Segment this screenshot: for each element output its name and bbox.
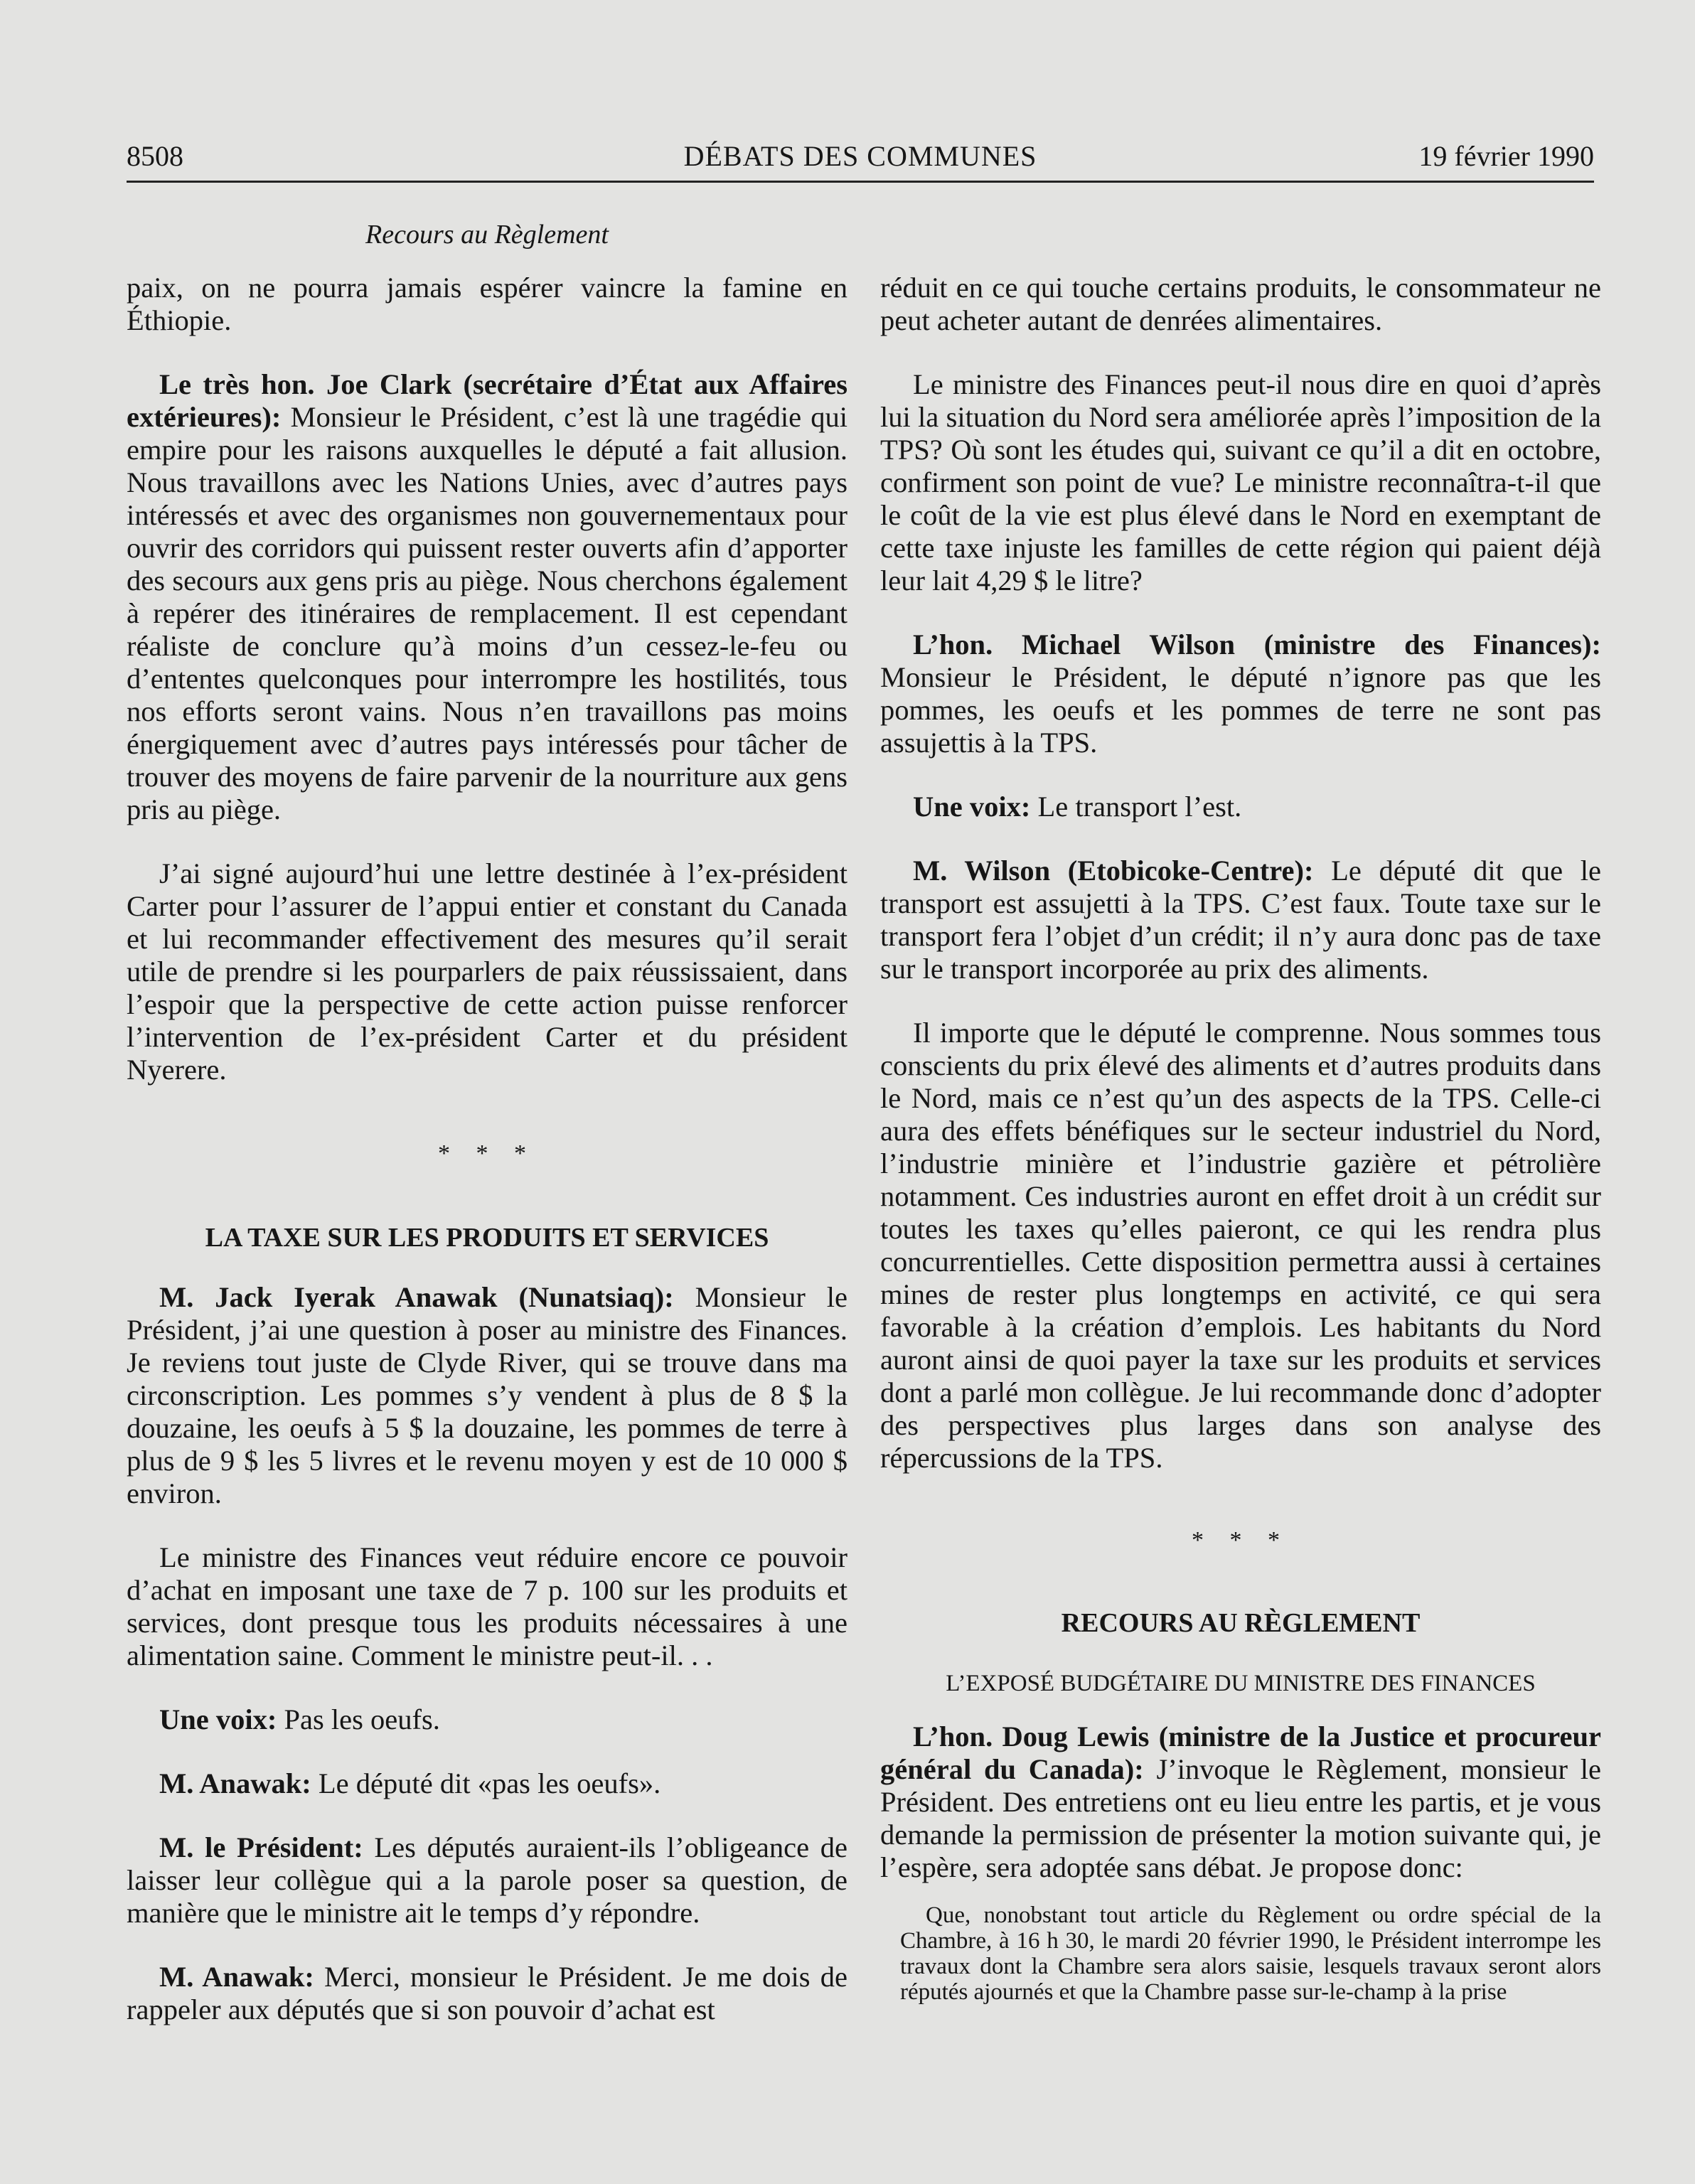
header-rule xyxy=(127,181,1594,183)
speech-text: Le député dit «pas les oeufs». xyxy=(311,1767,661,1799)
right-column xyxy=(880,272,1601,2005)
speech-paragraph xyxy=(880,791,1601,823)
speech-text: Le transport l’est. xyxy=(1030,791,1242,823)
left-column xyxy=(127,272,848,2026)
speech-text: Le député dit que le transport est assujetti à la TPS. C’est faux. Toute taxe sur le transport fera l’objet d’un crédit; il n’y aura donc pas de taxe sur le transport incorporée au prix des aliments. xyxy=(880,855,1601,985)
speech-text: J’invoque le Règlement, monsieur le Président. Des entretiens ont eu lieu entre les partis, et je vous demande la permission de présenter la motion suivante qui, je l’espère, sera adoptée sans débat. Je propose donc: xyxy=(880,1753,1602,1883)
speech-paragraph xyxy=(127,1281,848,1510)
speech-paragraph xyxy=(880,628,1601,759)
speech-paragraph xyxy=(880,1720,1601,1884)
speech-paragraph xyxy=(127,1767,848,1800)
speech-text: Monsieur le Président, j’ai une question à poser au ministre des Finances. Je reviens tout juste de Clyde River, qui se trouve dans ma circonscription. Les pommes s’y vendent à plus de 8 $ la douzaine, les oeufs à 5 $ la douzaine, les pommes de terre à plus de 9 $ les 5 livres et le revenu moyen y est de 10 000 $ environ. xyxy=(127,1281,848,1509)
speaker-name: M. le Président: xyxy=(159,1831,363,1863)
speech-text: Monsieur le Président, c’est là une tragédie qui empire pour les raisons auxquelles le député a fait allusion. Nous travaillons avec les Nations Unies, avec d’autres pays intéressés et avec des organismes non gouvernementaux pour ouvrir des corridors qui puissent rester ouverts afin d’apporter des secours aux gens pris au piège. Nous cherchons également à repérer des itinéraires de remplacement. Il est cependant réaliste de conclure qu’à moins d’un cessez-le-feu ou d’ententes quelconques pour interrompre les hostilités, tous nos efforts seront vains. Nous n’en travaillons pas moins énergiquement avec d’autres pays intéressés pour tâcher de trouver des moyens de faire parvenir de la nourriture aux gens pris au piège. xyxy=(127,401,848,825)
speech-paragraph xyxy=(127,368,848,826)
speech-text: Merci, monsieur le Président. Je me dois de rappeler aux députés que si son pouvoir d’achat est xyxy=(127,1961,848,2025)
paragraph: J’ai signé aujourd’hui une lettre destinée à l’ex-président Carter pour l’assurer de l’appui entier et constant du Canada et lui recommander effectivement des mesures qu’il serait utile de prendre si les pourparlers de paix réussissaient, dans l’espoir que la perspective de cette action puisse renforcer l’intervention de l’ex-président Carter et du président Nyerere. xyxy=(127,857,848,1086)
speech-text: Monsieur le Président, le député n’ignore pas que les pommes, les oeufs et les pommes de terre ne sont pas assujettis à la TPS. xyxy=(880,661,1601,759)
speaker-name: L’hon. Michael Wilson (ministre des Finances): xyxy=(913,628,1601,660)
speaker-name: Une voix: xyxy=(159,1703,277,1735)
section-title: RECOURS AU RÈGLEMENT xyxy=(1061,1608,1421,1638)
speech-paragraph xyxy=(127,1831,848,1929)
speaker-name: Une voix: xyxy=(913,791,1031,823)
page-date: 19 février 1990 xyxy=(1418,140,1594,172)
page-number: 8508 xyxy=(127,140,183,172)
paragraph: paix, on ne pourra jamais espérer vaincre la famine en Éthiopie. xyxy=(127,272,848,336)
speaker-name: M. Anawak: xyxy=(159,1961,314,1993)
speech-paragraph xyxy=(127,1961,848,2026)
section-subtitle: L’EXPOSÉ BUDGÉTAIRE DU MINISTRE DES FINANCES xyxy=(946,1671,1536,1696)
speaker-name: M. Jack Iyerak Anawak (Nunatsiaq): xyxy=(159,1281,674,1313)
section-separator: * * * xyxy=(438,1140,536,1167)
speaker-name: M. Anawak: xyxy=(159,1767,311,1799)
running-subheader: Recours au Règlement xyxy=(365,220,609,250)
speaker-name: Le très hon. Joe Clark (secrétaire d’État aux Affaires extérieures): xyxy=(127,368,848,433)
page-header xyxy=(127,139,1594,179)
section-title: LA TAXE SUR LES PRODUITS ET SERVICES xyxy=(205,1223,769,1253)
section-separator: * * * xyxy=(1192,1527,1290,1553)
speaker-name: L’hon. Doug Lewis (ministre de la Justice et procureur général du Canada): xyxy=(880,1720,1601,1785)
publication-title: DÉBATS DES COMMUNES xyxy=(683,140,1037,172)
speech-paragraph xyxy=(127,1703,848,1736)
paragraph: réduit en ce qui touche certains produits, le consommateur ne peut acheter autant de denrées alimentaires. xyxy=(880,272,1601,336)
speech-paragraph xyxy=(880,855,1601,985)
speaker-name: M. Wilson (Etobicoke-Centre): xyxy=(913,855,1314,887)
motion-quote: Que, nonobstant tout article du Règlement ou ordre spécial de la Chambre, à 16 h 30, le mardi 20 février 1990, le Président interrompe les travaux dont la Chambre sera alors saisie, lesquels travaux seront alors réputés ajournés et que la Chambre passe sur-le-champ à la prise xyxy=(900,1902,1601,2005)
paragraph: Le ministre des Finances veut réduire encore ce pouvoir d’achat en imposant une taxe de 7 p. 100 sur les produits et services, dont presque tous les produits nécessaires à une alimentation saine. Comment le ministre peut-il. . . xyxy=(127,1541,848,1671)
paragraph: Le ministre des Finances peut-il nous dire en quoi d’après lui la situation du Nord sera améliorée après l’imposition de la TPS? Où sont les études qui, suivant ce qu’il a dit en octobre, confirment son point de vue? Le ministre reconnaîtra-t-il que le coût de la vie est plus élevé dans le Nord en exemptant de cette taxe injuste les familles de cette région qui paient déjà leur lait 4,29 $ le litre? xyxy=(880,368,1601,596)
speech-text: Pas les oeufs. xyxy=(277,1703,440,1735)
speech-text: Les députés auraient-ils l’obligeance de laisser leur collègue qui a la parole poser sa question, de manière que le ministre ait le temps d’y répondre. xyxy=(127,1831,848,1929)
paragraph: Il importe que le député le comprenne. Nous sommes tous conscients du prix élevé des aliments et d’autres produits dans le Nord, mais ce n’est qu’un des aspects de la TPS. Celle-ci aura des effets bénéfiques sur le secteur industriel du Nord, l’industrie minière et l’industrie gazière et pétrolière notamment. Ces industries auront en effet droit à un crédit sur toutes les taxes qu’elles paieront, ce qui les rendra plus concurrentielles. Cette disposition permettra aussi à certaines mines de rester plus longtemps en activité, ce qui sera favorable à la création d’emplois. Les habitants du Nord auront ainsi de quoi payer la taxe sur les produits et services dont a parlé mon collègue. Je lui recommande donc d’adopter des perspectives plus larges dans son analyse des répercussions de la TPS. xyxy=(880,1017,1601,1474)
